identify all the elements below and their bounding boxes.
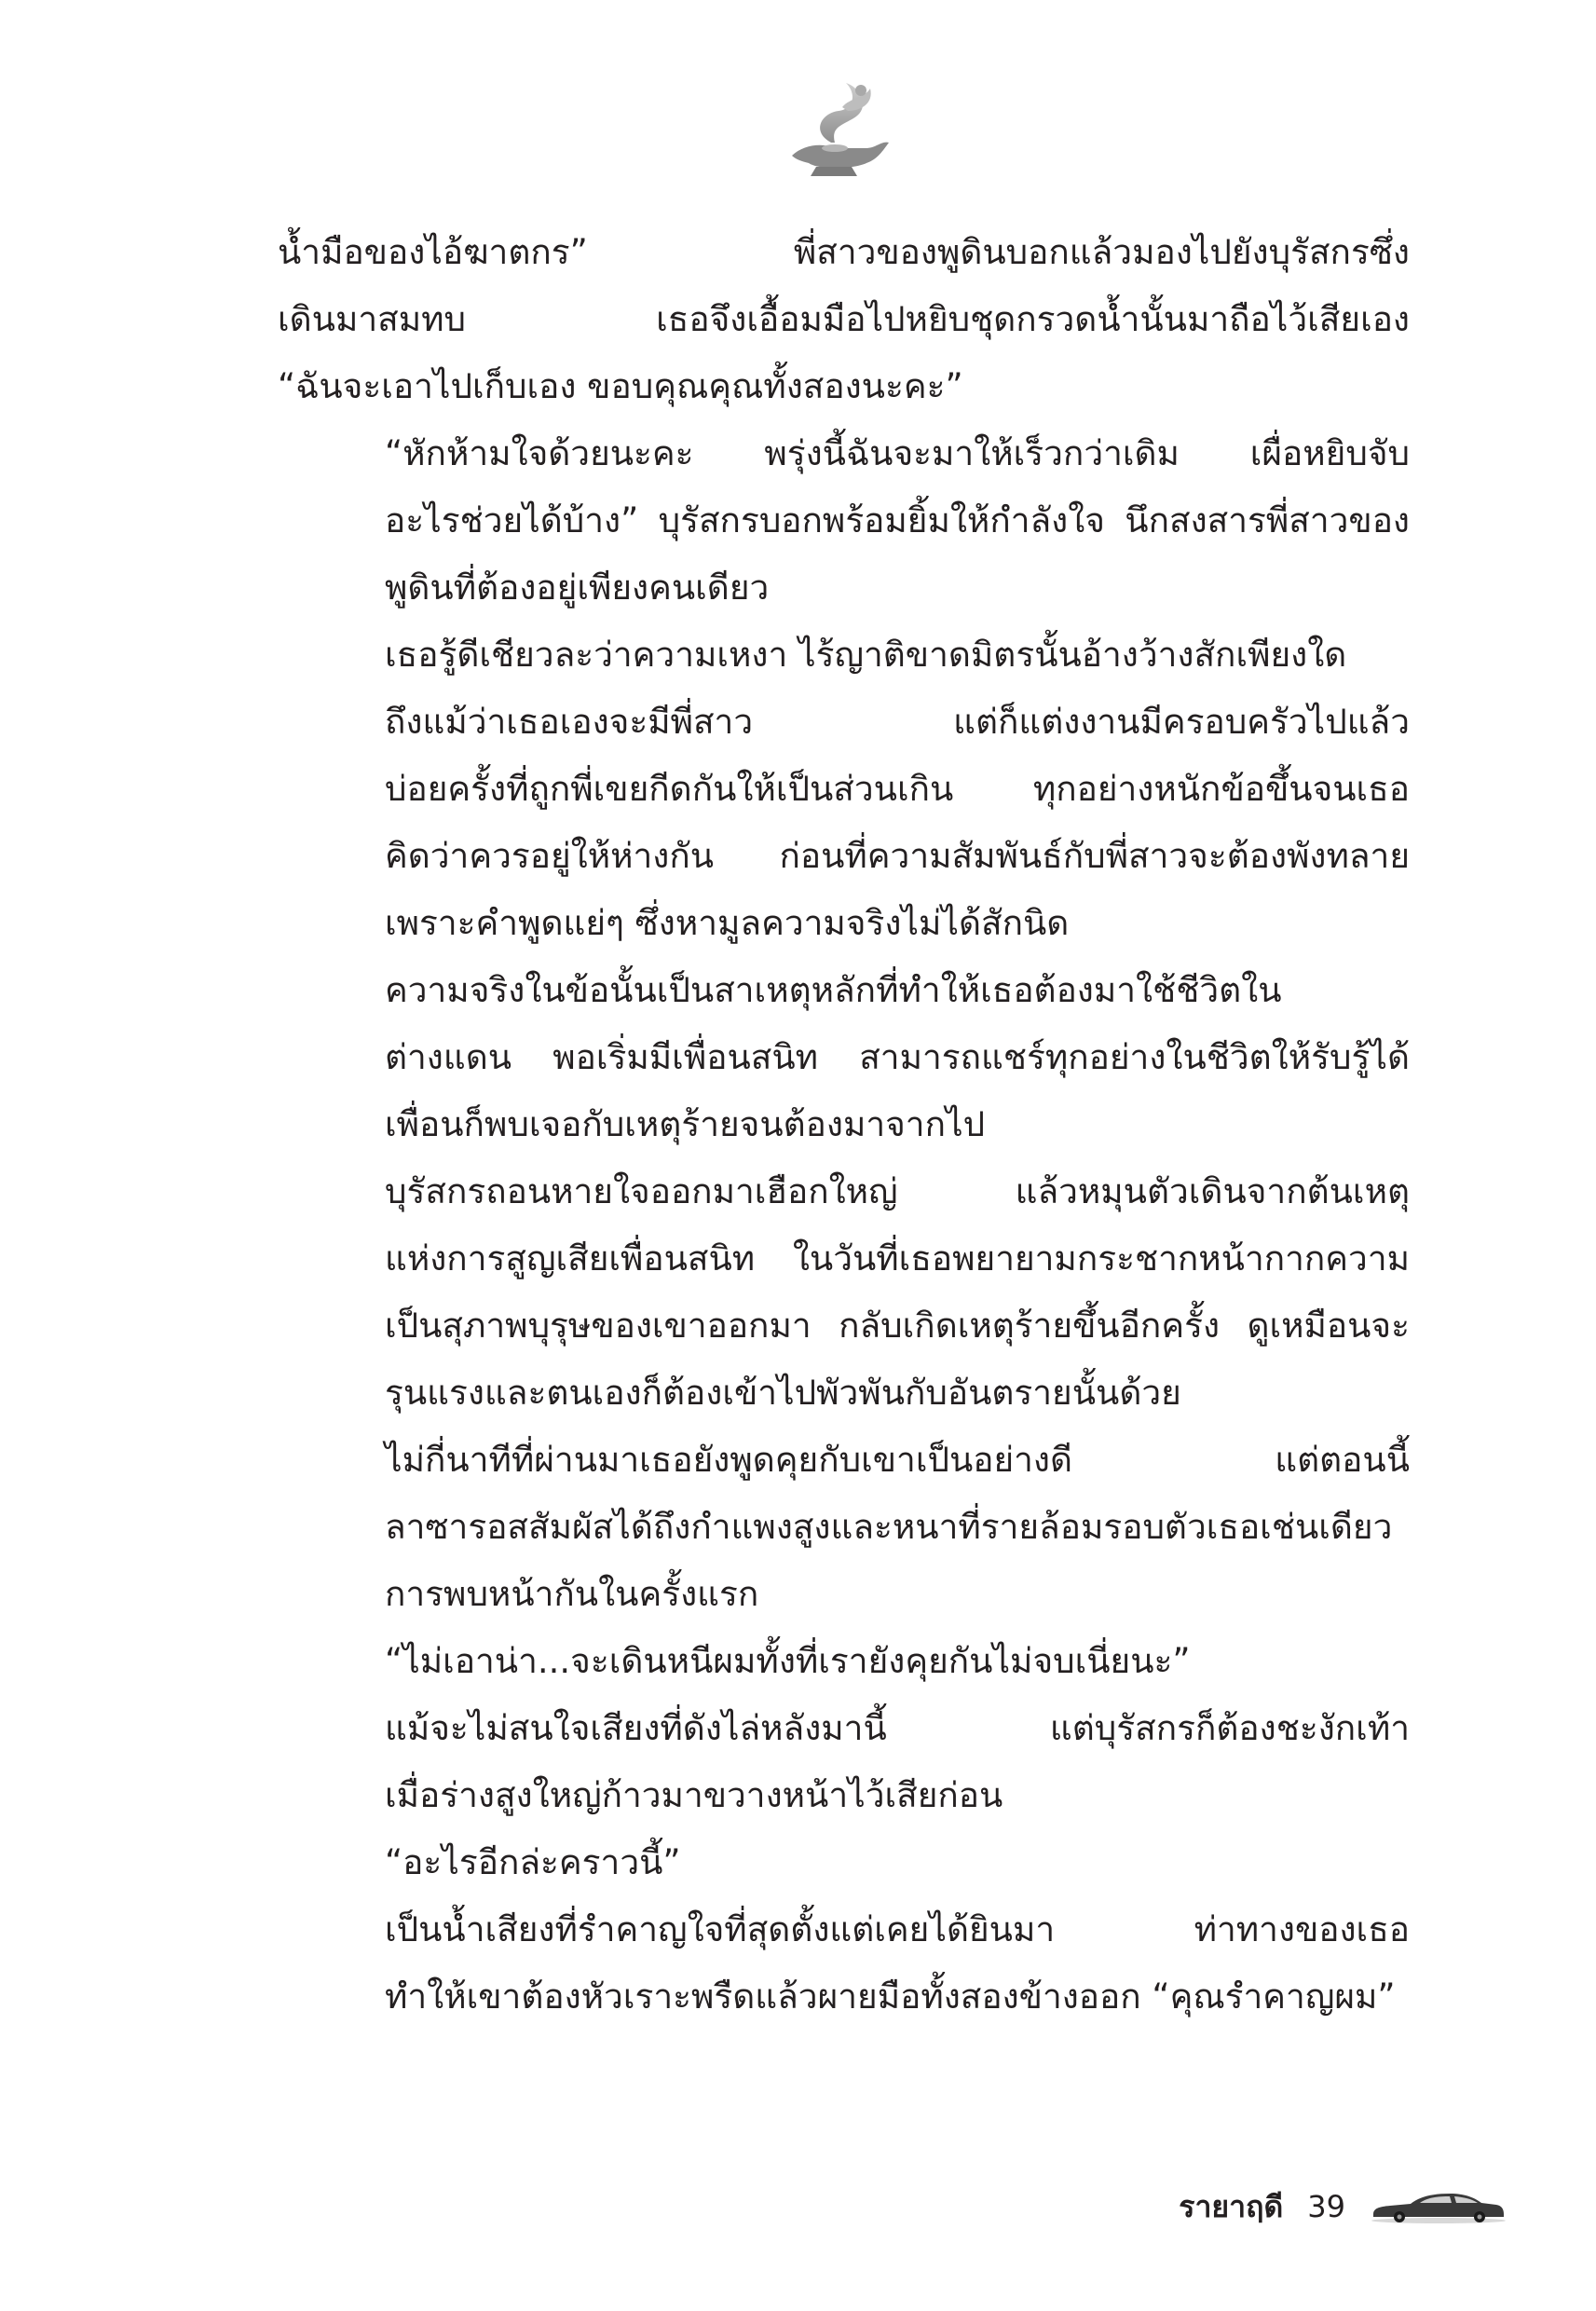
- paragraph: [278, 689, 1410, 957]
- text-line: เมื่อร่างสูงใหญ่ก้าวมาขวางหน้าไว้เสียก่อน: [385, 1775, 1003, 1815]
- text-line: รุนแรงและตนเองก็ต้องเข้าไปพัวพันกับอันตรายนั้นด้วย: [385, 1373, 1181, 1413]
- text-line: น้ำมือของไอ้ฆาตกร” พี่สาวของพูดินบอกแล้วมองไปยังบุรัสกรซึ่ง: [278, 232, 1410, 272]
- paragraph: [278, 1896, 1410, 2031]
- text-line: “อะไรอีกล่ะคราวนี้”: [385, 1842, 681, 1882]
- paragraph: [278, 957, 1410, 1158]
- text-line: การพบหน้ากันในครั้งแรก: [385, 1574, 759, 1614]
- text-line: เธอรู้ดีเชียวละว่าความเหงา ไร้ญาติขาดมิตรนั้นอ้างว้างสักเพียงใด: [385, 635, 1347, 675]
- text-line: เป็นสุภาพบุรุษของเขาออกมา กลับเกิดเหตุร้ายขึ้นอีกครั้ง ดูเหมือนจะ: [385, 1306, 1410, 1346]
- text-line: “ไม่เอาน่า...จะเดินหนีผมทั้งที่เรายังคุยกันไม่จบเนี่ยนะ”: [385, 1641, 1191, 1681]
- text-line: เพื่อนก็พบเจอกับเหตุร้ายจนต้องมาจากไป: [385, 1104, 986, 1144]
- text-line: “หักห้ามใจด้วยนะคะ พรุ่งนี้ฉันจะมาให้เร็วกว่าเดิม เผื่อหยิบจับ: [385, 433, 1410, 473]
- text-line: “ฉันจะเอาไปเก็บเอง ขอบคุณคุณทั้งสองนะคะ”: [278, 366, 963, 406]
- running-title: รายาฤดี: [1179, 2188, 1284, 2224]
- paragraph: [278, 1158, 1410, 1427]
- page-body: [278, 219, 1410, 2031]
- paragraph: [278, 1427, 1410, 1628]
- genie-lamp-icon: [773, 70, 894, 191]
- text-line: บ่อยครั้งที่ถูกพี่เขยกีดกันให้เป็นส่วนเกิน ทุกอย่างหนักข้อขึ้นจนเธอ: [385, 769, 1410, 809]
- text-line: บุรัสกรถอนหายใจออกมาเฮือกใหญ่ แล้วหมุนตัวเดินจากต้นเหตุ: [385, 1171, 1410, 1211]
- paragraph: [278, 1628, 1410, 1695]
- text-line: เดินมาสมทบ เธอจึงเอื้อมมือไปหยิบชุดกรวดน้ำนั้นมาถือไว้เสียเอง: [278, 299, 1410, 339]
- paragraph: [278, 1695, 1410, 1829]
- car-icon: [1368, 2188, 1507, 2225]
- paragraph: [278, 219, 1410, 420]
- running-footer: [1179, 2179, 1507, 2235]
- text-line: คิดว่าควรอยู่ให้ห่างกัน ก่อนที่ความสัมพันธ์กับพี่สาวจะต้องพังทลาย: [385, 836, 1410, 876]
- text-line: แม้จะไม่สนใจเสียงที่ดังไล่หลังมานี้ แต่บุรัสกรก็ต้องชะงักเท้า: [385, 1708, 1410, 1748]
- paragraph: [278, 622, 1410, 689]
- text-line: อะไรช่วยได้บ้าง” บุรัสกรบอกพร้อมยิ้มให้กำลังใจ นึกสงสารพี่สาวของ: [385, 500, 1410, 540]
- paragraph: [278, 420, 1410, 622]
- text-line: ต่างแดน พอเริ่มมีเพื่อนสนิท สามารถแชร์ทุกอย่างในชีวิตให้รับรู้ได้: [385, 1037, 1410, 1077]
- text-line: เพราะคำพูดแย่ๆ ซึ่งหามูลความจริงไม่ได้สักนิด: [385, 903, 1070, 943]
- text-line: พูดินที่ต้องอยู่เพียงคนเดียว: [385, 567, 770, 608]
- text-line: ความจริงในข้อนั้นเป็นสาเหตุหลักที่ทำให้เธอต้องมาใช้ชีวิตใน: [385, 970, 1282, 1010]
- text-line: แห่งการสูญเสียเพื่อนสนิท ในวันที่เธอพยายามกระชากหน้ากากความ: [385, 1238, 1410, 1279]
- text-line: ถึงแม้ว่าเธอเองจะมีพี่สาว แต่ก็แต่งงานมีครอบครัวไปแล้ว: [385, 702, 1410, 742]
- text-line: ลาซารอสสัมผัสได้ถึงกำแพงสูงและหนาที่รายล้อมรอบตัวเธอเช่นเดียว: [385, 1507, 1393, 1547]
- page-number: 39: [1307, 2189, 1345, 2224]
- text-line: ไม่กี่นาทีที่ผ่านมาเธอยังพูดคุยกับเขาเป็นอย่างดี แต่ตอนนี้: [385, 1440, 1410, 1480]
- paragraph: [278, 1829, 1410, 1896]
- text-line: ทำให้เขาต้องหัวเราะพรืดแล้วผายมือทั้งสองข้างออก “คุณรำคาญผม”: [385, 1976, 1396, 2017]
- text-line: เป็นน้ำเสียงที่รำคาญใจที่สุดตั้งแต่เคยได้ยินมา ท่าทางของเธอ: [385, 1909, 1410, 1949]
